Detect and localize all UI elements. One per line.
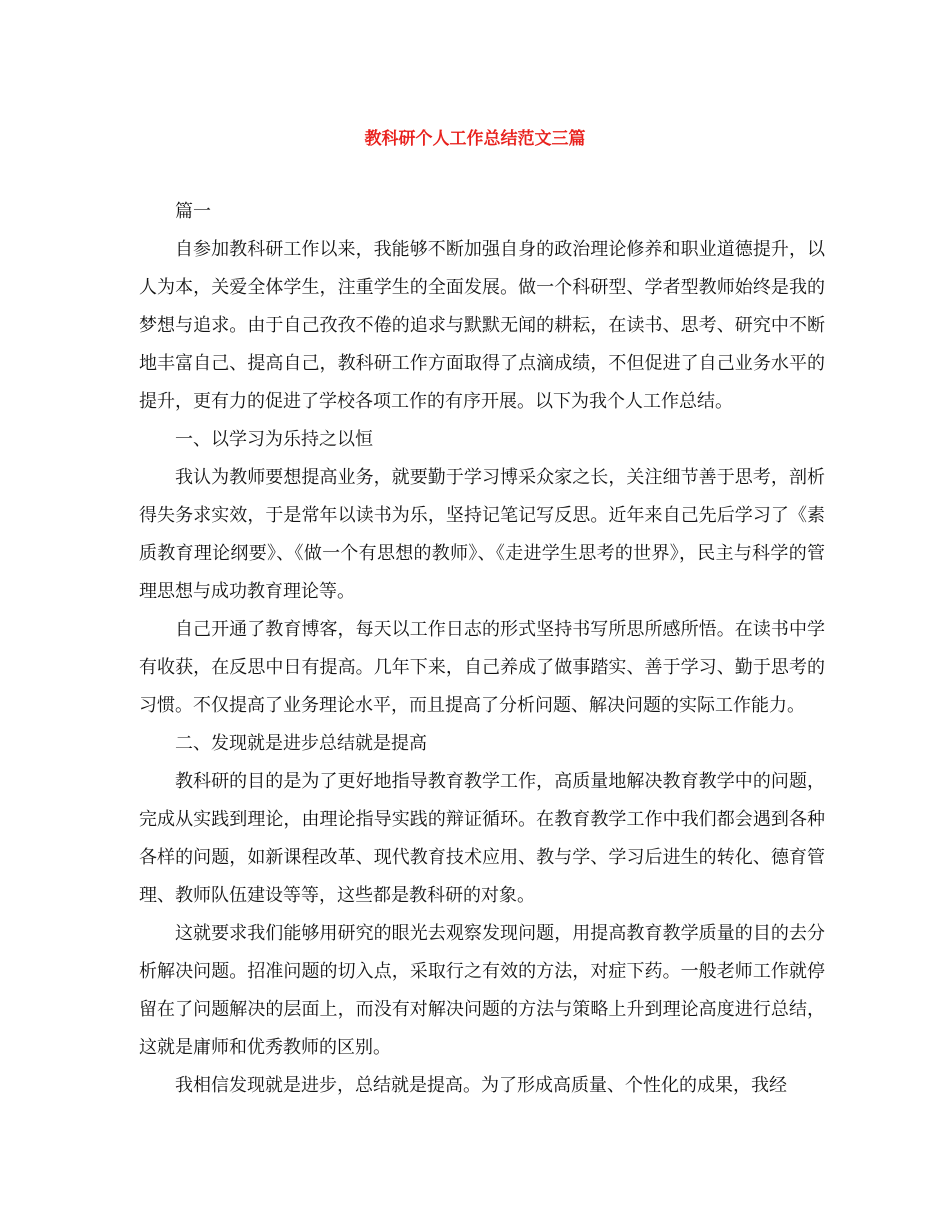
paragraph-conclusion: 我相信发现就是进步，总结就是提高。为了形成高质量、个性化的成果，我经 [175,1075,787,1096]
section-heading-discovery: 二、发现就是进步总结就是提高 [175,733,427,754]
section-heading-part-one: 篇一 [175,201,211,222]
paragraph-intro: 自参加教科研工作以来，我能够不断加强自身的政治理论修养和职业道德提升，以人为本，关爱全体学生，注重学生的全面发展。做一个科研型、学者型教师始终是我的梦想与追求。由于自己孜孜不倦的追求与默默无闻的耕耘，在读书、思考、研究中不断地丰富自己、提高自己，教科研工作方面取得了点滴成绩，不但促进了自己业务水平的提升，更有力的促进了学校各项工作的有序开展。以下为我个人工作总结。 [139,239,825,412]
section-heading-learning: 一、以学习为乐持之以恒 [175,429,373,450]
paragraph-blog: 自己开通了教育博客，每天以工作日志的形式坚持书写所思所感所悟。在读书中学有收获，在反思中日有提高。几年下来，自己养成了做事踏实、善于学习、勤于思考的习惯。不仅提高了业务理论水平，而且提高了分析问题、解决问题的实际工作能力。 [139,619,825,716]
document-title: 教科研个人工作总结范文三篇 [364,129,586,149]
paragraph-research-purpose: 教科研的目的是为了更好地指导教育教学工作，高质量地解决教育教学中的问题，完成从实践到理论，由理论指导实践的辩证循环。在教育教学工作中我们都会遇到各种各样的问题，如新课程改革、现代教育技术应用、教与学、学习后进生的转化、德育管理、教师队伍建设等等，这些都是教科研的对象。 [139,771,825,906]
document-body [139,193,825,1105]
paragraph-learning: 我认为教师要想提高业务，就要勤于学习博采众家之长，关注细节善于思考，剖析得失务求实效，于是常年以读书为乐，坚持记笔记写反思。近年来自己先后学习了《素质教育理论纲要》、《做一个有思想的教师》、《走进学生思考的世界》，民主与科学的管理思想与成功教育理论等。 [139,467,825,602]
paragraph-research-method: 这就要求我们能够用研究的眼光去观察发现问题，用提高教育教学质量的目的去分析解决问题。招准问题的切入点，采取行之有效的方法，对症下药。一般老师工作就停留在了问题解决的层面上，而没有对解决问题的方法与策略上升到理论高度进行总结，这就是庸师和优秀教师的区别。 [139,923,825,1058]
